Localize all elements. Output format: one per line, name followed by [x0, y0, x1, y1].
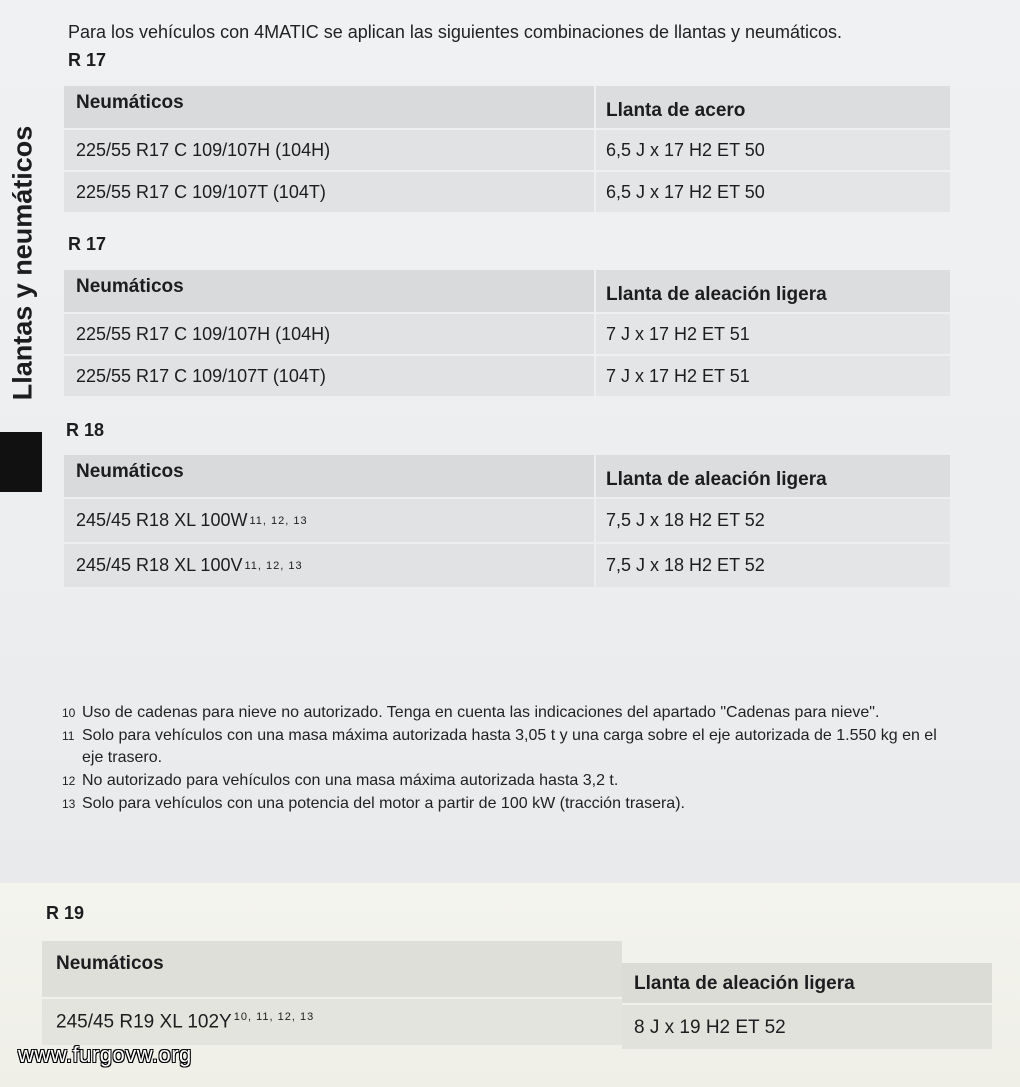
rim-size: 6,5 J x 17 H2 ET 50 [596, 172, 950, 212]
footnote-text: Solo para vehículos con una masa máxima autorizada hasta 3,05 t y una carga sobre el eje autorizada de 1.550 kg en el eje trasero. [82, 727, 937, 766]
tire-size: 245/45 R18 XL 100V [76, 555, 243, 575]
table-row [64, 130, 950, 170]
header-rim: Llanta de aleación ligera [596, 455, 950, 497]
footnote [62, 770, 952, 792]
intro-text: Para los vehículos con 4MATIC se aplican las siguientes combinaciones de llantas y neumáticos. [68, 22, 843, 42]
footnote-text: No autorizado para vehículos con una masa máxima autorizada hasta 3,2 t. [82, 772, 619, 789]
tire-size-cell [64, 544, 594, 587]
table-header [64, 86, 950, 128]
table-header [64, 455, 950, 497]
tire-size: 225/55 R17 C 109/107T (104T) [64, 172, 594, 212]
tire-size: 225/55 R17 C 109/107H (104H) [64, 314, 594, 354]
section-title-r18: R 18 [66, 420, 105, 440]
rim-size: 7,5 J x 18 H2 ET 52 [596, 499, 950, 542]
tire-size-cell [56, 1011, 314, 1033]
footnote [62, 793, 952, 815]
footnote-number: 13 [62, 797, 76, 811]
tire-size: 245/45 R18 XL 100W [76, 510, 248, 530]
footnote-refs: 10, 11, 12, 13 [233, 1011, 315, 1023]
section-marker-bar [0, 432, 42, 492]
table-row [64, 499, 950, 542]
rim-size: 7 J x 17 H2 ET 51 [596, 356, 950, 396]
table-row [64, 172, 950, 212]
section-title-r17-steel: R 17 [68, 50, 107, 70]
footnote-refs: 11, 12, 13 [249, 514, 308, 527]
tire-table-r18 [64, 455, 950, 589]
table-row [64, 356, 950, 396]
table-row [64, 314, 950, 354]
footnote-number: 12 [62, 774, 76, 788]
footnote [62, 702, 952, 724]
header-tires: Neumáticos [64, 86, 594, 128]
footnote-number: 10 [62, 706, 76, 720]
footnote-text: Uso de cadenas para nieve no autorizado. Tenga en cuenta las indicaciones del apartado "Cadenas para nieve". [82, 704, 880, 721]
header-rim: Llanta de aleación ligera [634, 973, 855, 994]
rim-size: 7,5 J x 18 H2 ET 52 [596, 544, 950, 587]
header-tires: Neumáticos [64, 455, 594, 497]
header-tires: Neumáticos [64, 270, 594, 312]
header-rim: Llanta de acero [596, 86, 950, 128]
section-title-r19: R 19 [46, 903, 85, 923]
side-section-label: Llantas y neumáticos [7, 125, 38, 401]
tire-table-r17-steel [64, 86, 950, 214]
table-row [64, 544, 950, 587]
rim-size: 6,5 J x 17 H2 ET 50 [596, 130, 950, 170]
rim-size: 8 J x 19 H2 ET 52 [634, 1017, 786, 1038]
rim-size: 7 J x 17 H2 ET 51 [596, 314, 950, 354]
table-header [64, 270, 950, 312]
tire-size-cell [64, 499, 594, 542]
header-tires: Neumáticos [56, 953, 164, 974]
tire-table-r17-alloy [64, 270, 950, 398]
tire-size: 245/45 R19 XL 102Y [56, 1011, 232, 1033]
footnote-text: Solo para vehículos con una potencia del motor a partir de 100 kW (tracción trasera). [82, 795, 685, 812]
tire-table-r19 [42, 941, 992, 1049]
footnote [62, 725, 952, 769]
footnote-refs: 11, 12, 13 [244, 559, 303, 572]
header-rim: Llanta de aleación ligera [596, 270, 950, 312]
watermark: www.furgovw.org [18, 1042, 192, 1067]
footnotes [62, 702, 952, 816]
tire-size: 225/55 R17 C 109/107H (104H) [64, 130, 594, 170]
footnote-number: 11 [62, 729, 75, 743]
tire-size: 225/55 R17 C 109/107T (104T) [64, 356, 594, 396]
section-title-r17-alloy: R 17 [68, 234, 107, 254]
